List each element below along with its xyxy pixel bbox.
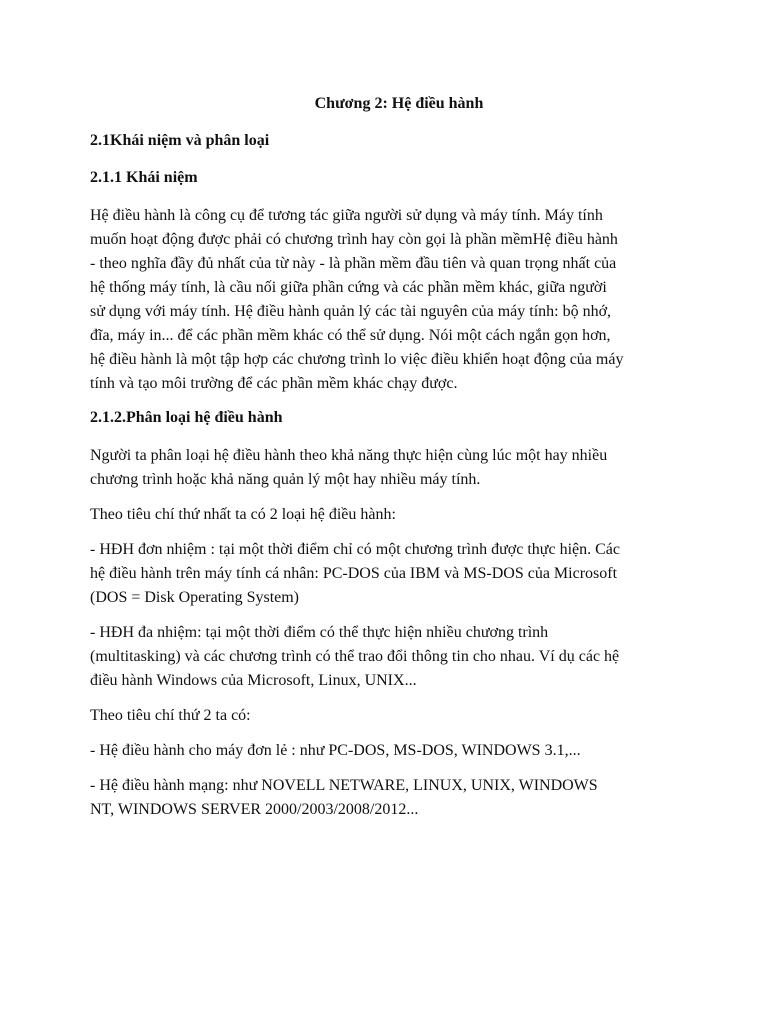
- section-heading-2-1: 2.1Khái niệm và phân loại: [90, 132, 270, 149]
- text-line: Hệ điều hành là công cụ để tương tác giữa người sử dụng và máy tính. Máy tính: [90, 207, 603, 224]
- text-line: Theo tiêu chí thứ 2 ta có:: [90, 707, 251, 724]
- text-line: hệ thống máy tính, là cầu nối giữa phần cứng và các phần mềm khác, giữa người: [90, 279, 607, 296]
- text-line: sử dụng với máy tính. Hệ điều hành quản lý các tài nguyên của máy tính: bộ nhớ,: [90, 303, 612, 320]
- text-line: Theo tiêu chí thứ nhất ta có 2 loại hệ điều hành:: [90, 506, 396, 523]
- text-line: tính và tạo môi trường để các phần mềm khác chạy được.: [90, 375, 458, 392]
- chapter-title: Chương 2: Hệ điều hành: [314, 95, 484, 112]
- paragraph-classification-intro: [90, 444, 708, 492]
- text-line: hệ điều hành trên máy tính cá nhân: PC-DOS của IBM và MS-DOS của Microsoft: [90, 565, 618, 582]
- text-line: điều hành Windows của Microsoft, Linux, UNIX...: [90, 672, 417, 689]
- paragraph-single-task-os: [90, 538, 708, 610]
- paragraph-criterion-1: [90, 503, 708, 527]
- text-line: - Hệ điều hành mạng: như NOVELL NETWARE, LINUX, UNIX, WINDOWS: [90, 777, 598, 794]
- section-heading-2-1-1: 2.1.1 Khái niệm: [90, 169, 198, 186]
- text-line: - Hệ điều hành cho máy đơn lẻ : như PC-DOS, MS-DOS, WINDOWS 3.1,...: [90, 742, 581, 759]
- text-line: - HĐH đa nhiệm: tại một thời điểm có thể thực hiện nhiều chương trình: [90, 624, 549, 641]
- text-line: (DOS = Disk Operating System): [90, 589, 300, 606]
- document-page: [90, 93, 708, 833]
- text-line: muốn hoạt động được phải có chương trình hay còn gọi là phần mềmHệ điều hành: [90, 231, 618, 248]
- text-line: Người ta phân loại hệ điều hành theo khả năng thực hiện cùng lúc một hay nhiều: [90, 447, 608, 464]
- paragraph-network-os: [90, 774, 708, 822]
- paragraph-definition: [90, 204, 708, 396]
- section-heading-2-1-2: 2.1.2.Phân loại hệ điều hành: [90, 409, 283, 426]
- text-line: - HĐH đơn nhiệm : tại một thời điểm chỉ có một chương trình được thực hiện. Các: [90, 541, 620, 558]
- paragraph-multi-task-os: [90, 621, 708, 693]
- text-line: chương trình hoặc khả năng quản lý một hay nhiều máy tính.: [90, 471, 481, 488]
- text-line: NT, WINDOWS SERVER 2000/2003/2008/2012...: [90, 801, 419, 818]
- text-line: hệ điều hành là một tập hợp các chương trình lo việc điều khiển hoạt động của máy: [90, 351, 624, 368]
- paragraph-standalone-os: [90, 739, 708, 763]
- text-line: - theo nghĩa đầy đủ nhất của từ này - là phần mềm đầu tiên và quan trọng nhất của: [90, 255, 617, 272]
- text-line: đĩa, máy in... để các phần mềm khác có thể sử dụng. Nói một cách ngắn gọn hơn,: [90, 327, 611, 344]
- text-line: (multitasking) và các chương trình có thể trao đổi thông tin cho nhau. Ví dụ các hệ: [90, 648, 620, 665]
- paragraph-criterion-2: [90, 704, 708, 728]
